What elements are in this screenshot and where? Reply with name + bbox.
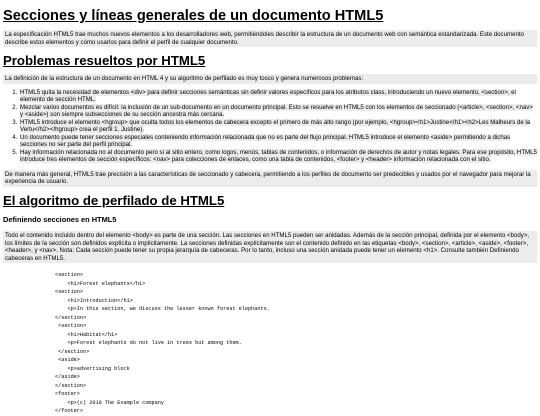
code-example: <section> <h1>Forest elephants</h1> <section> <h1>Introduction</h1> <p>In this section, we discuss the lesser known forest elephants. </section> <section> <h1>Habitat</h1> <p>Forest elephants do not live in trees but among them. </section> <aside> <p>advertising block </aside> </section> <footer> <p>(c) 2010 The Example company </footer> [55,272,270,415]
section-heading-algorithm: El algoritmo de perfilado de HTML5 [3,192,225,208]
list-item: 1. HTML5 quita la necesidad de elementos <div> para definir secciones semánticas sin definir valores específicos para los atributos class, introduciendo un nuevo elemento, <section>, el elemento de sección HTML. [19,89,537,104]
problems-lead-paragraph: La definición de la estructura de un documento en HTML 4 y su algoritmo de perfilado es muy tosco y genera numerosos problemas: [3,74,537,84]
list-item: 4. Un documento puede tener secciones especiales conteniendo información relacionada que no es parte del flujo principal. HTML5 introduce el elemento <aside> permitiendo a dichas secciones no ser parte del perfil principal. [19,134,537,149]
section-heading-problems: Problemas resueltos por HTML5 [3,53,206,69]
list-item: 3. HTML5 introduce el elemento <hgroup> que oculta todos los elementos de cabecera excepto el primero de más alto rango (por ejemplo, <hgroup><h1>Justine</h1><h2>Les Malheurs de la Vertu</h2></hgroup> crea el perfil 1. Justine). [19,119,537,134]
page-title: Secciones y líneas generales de un documento HTML5 [3,8,384,24]
problems-list [3,89,537,164]
subheading-defining-sections: Definiendo secciones en HTML5 [3,214,117,224]
problems-closing-paragraph: De manera más general, HTML5 trae precisión a las características de seccionado y cabecera, permitiendo a los perfiles de documento ser predecibles y usados por el navegador para mejorar la experiencia de usuario. [3,170,537,187]
list-item: 2. Mezclar varios documentos es difícil: la inclusión de un sub-documento en un documento principal. Esto se resuelve en HTML5 con los elementos de seccionado (<article>, <section>, <nav> y <aside>) son siempre subsecciones de su sección ancestra más cercana. [19,104,537,119]
list-item: 5. Hay información relacionada no al documento pero si al sitio entero, como logos, menús, tablas de contenidos, o información de derechos de autor y notas legales. Para ese propósito, HTML5 introduce tres elementos de sección específicos: <nav> para colecciones de enlaces, como una tabla de contenidos, <footer> y <header> información relacionada con el sitio. [19,149,537,164]
defining-sections-paragraph: Todo el contenido incluido dentro del elemento <body> es parte de una sección. Las secciones en HTML5 pueden ser anidadas. Además de la sección principal, definida por el elemento <body>, los límites de la sección son definidos explícita o implícitamente. La secciones definidas explícitamente son el contenido definido en las etiquetas <body>, <section>, <article>, <aside>, <footer>, <header>, y <nav>. Nota: Cada sección puede tener su propia jerarquía de cabeceras. Por lo tanto, incluso una sección anidada puede tener un elemento <h1>. Consulte también Definiendo cabeceras en HTML5. [3,231,537,263]
intro-paragraph: La especificación HTML5 trae muchos nuevos elementos a los desarrolladores web, permitiéndoles describir la estructura de un documento web con semántica estandarizada. Este documento describe estos elementos y cómo usarlos para definir el perfil de cualquier documento. [3,30,537,47]
